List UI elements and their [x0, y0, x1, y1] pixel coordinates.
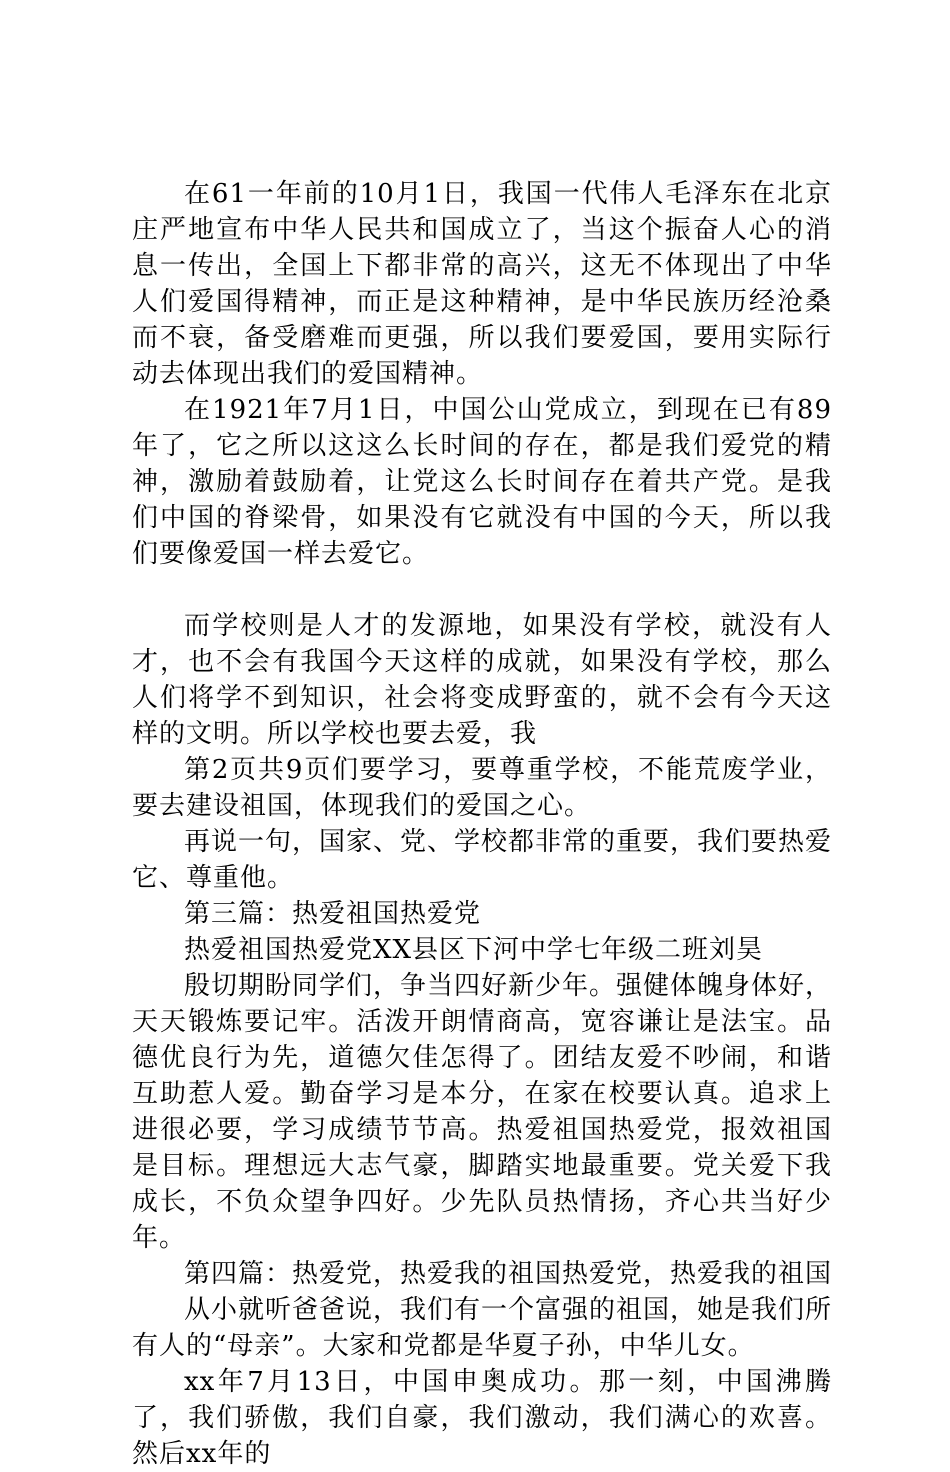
paragraph-spacer — [132, 572, 832, 608]
document-body — [132, 176, 832, 1472]
paragraph-poem: 殷切期盼同学们，争当四好新少年。强健体魄身体好，天天锻炼要记牢。活泼开朗情商高，宽容谦让是法宝。品德优良行为先，道德欠佳怎得了。团结友爱不吵闹，和谐互助惹人爱。勤奋学习是本分，在家在校要认真。追求上进很必要，学习成绩节节高。热爱祖国热爱党，报效祖国是目标。理想远大志气豪，脚踏实地最重要。党关爱下我成长，不负众望争四好。少先队员热情扬，齐心共当好少年。 — [132, 971, 833, 1253]
section-byline: 热爱祖国热爱党XX县区下河中学七年级二班刘昊 — [184, 935, 764, 965]
section-heading-four: 第四篇：热爱党，热爱我的祖国热爱党，热爱我的祖国 — [184, 1259, 833, 1289]
paragraph-national-day: 在61一年前的10月1日，我国一代伟人毛泽东在北京庄严地宣布中华人民共和国成立了，当这个振奋人心的消息一传出，全国上下都非常的高兴，这无不体现出了中华人们爱国得精神，而正是这种精神，是中华民族历经沧桑而不衰，备受磨难而更强，所以我们要爱国，要用实际行动去体现出我们的爱国精神。 — [132, 179, 832, 389]
paragraph-olympic-bid: xx年7月13日，中国申奥成功。那一刻，中国沸腾了，我们骄傲，我们自豪，我们激动，我们满心的欢喜。然后xx年的 — [132, 1367, 832, 1469]
paragraph-conclusion: 再说一句，国家、党、学校都非常的重要，我们要热爱它、尊重他。 — [132, 827, 833, 893]
paragraph-page-marker: 第2页共9页们要学习，要尊重学校，不能荒废学业，要去建设祖国，体现我们的爱国之心。 — [132, 755, 832, 821]
paragraph-childhood: 从小就听爸爸说，我们有一个富强的祖国，她是我们所有人的“母亲”。大家和党都是华夏子孙，中华儿女。 — [132, 1295, 833, 1361]
section-heading-three: 第三篇：热爱祖国热爱党 — [184, 899, 482, 929]
paragraph-party-founding: 在1921年7月1日，中国公山党成立，到现在已有89年了，它之所以这这么长时间的存在，都是我们爱党的精神，激励着鼓励着，让党这么长时间存在着共产党。是我们中国的脊梁骨，如果没有它就没有中国的今天，所以我们要像爱国一样去爱它。 — [132, 395, 832, 569]
paragraph-school: 而学校则是人才的发源地，如果没有学校，就没有人才，也不会有我国今天这样的成就，如果没有学校，那么人们将学不到知识，社会将变成野蛮的，就不会有今天这样的文明。所以学校也要去爱，我 — [132, 611, 832, 749]
